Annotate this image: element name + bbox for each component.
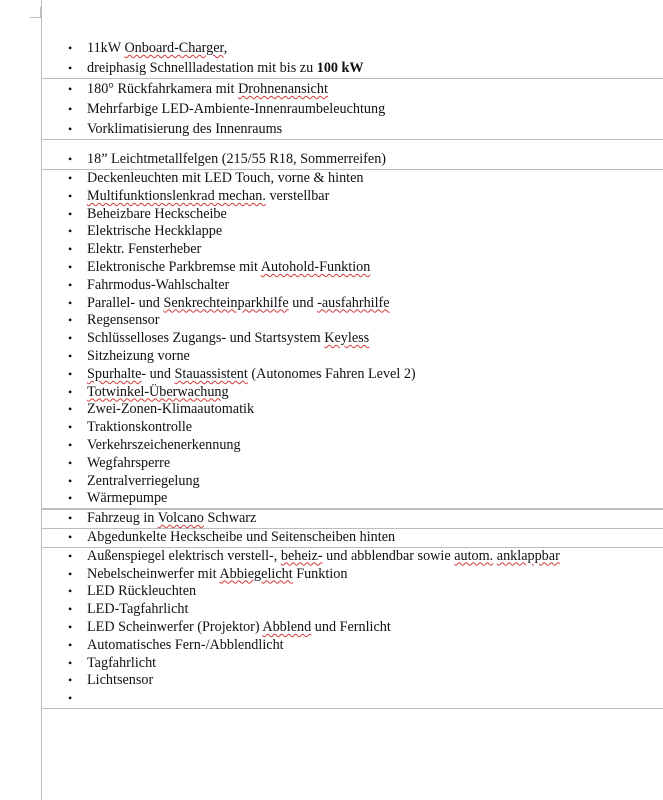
bullet-icon: • (68, 331, 73, 346)
list-item-text: Zwei-Zonen-Klimaautomatik (87, 401, 255, 418)
spellcheck-word: Abbiegelicht (219, 565, 293, 582)
list-item-text: Beheizbare Heckscheibe (87, 205, 227, 222)
list-item-text: LED Rückleuchten (87, 583, 197, 600)
list-item-text: Wärmepumpe (87, 490, 168, 507)
list-item[interactable] (41, 655, 663, 673)
list-item-text: Abgedunkelte Heckscheibe und Seitenscheiben hinten (87, 528, 396, 545)
spellcheck-word: Keyless (324, 330, 370, 347)
bullet-icon: • (68, 277, 73, 292)
bullet-icon: • (68, 41, 73, 55)
spellcheck-word: Onboard-Charger (124, 40, 224, 56)
spellcheck-word: Totwinkel-Überwachung (87, 383, 229, 400)
list-item[interactable] (41, 119, 663, 139)
list-item[interactable] (41, 437, 663, 455)
list-item[interactable] (41, 548, 663, 566)
list-item[interactable] (41, 241, 663, 259)
list-item-text: Vorklimatisierung des Innenraums (87, 121, 283, 137)
spellcheck-word: Stauassistent (174, 365, 248, 382)
list-item-text: und abblendbar sowie (322, 547, 455, 564)
list-item-text: Lichtsensor (87, 672, 154, 689)
bullet-icon: • (68, 691, 73, 706)
list-item-text: Mehrfarbige LED-Ambiente-Innenraumbeleuchtung (87, 101, 386, 117)
bullet-block (41, 509, 663, 529)
spellcheck-word: Drohnenansicht (238, 81, 328, 97)
list-item[interactable] (41, 295, 663, 313)
list-item-text: Außenspiegel elektrisch verstell-, (87, 547, 281, 564)
list-item[interactable] (41, 529, 663, 547)
list-item[interactable] (41, 366, 663, 384)
bullet-icon: • (68, 584, 73, 599)
bullet-icon: • (68, 473, 73, 488)
list-item[interactable] (41, 38, 663, 58)
list-item-text: Regensensor (87, 312, 160, 329)
bullet-icon: • (68, 455, 73, 470)
list-item-text: Schlüsselloses Zugangs- und Startsystem (87, 330, 325, 347)
list-item-text: LED Scheinwerfer (Projektor) (87, 618, 263, 635)
list-item-text: Tagfahrlicht (87, 654, 157, 671)
bullet-icon: • (68, 491, 73, 506)
bullet-icon: • (68, 566, 73, 581)
list-item-text: Sitzheizung vorne (87, 347, 190, 364)
list-item-text: Fahrmodus-Wahlschalter (87, 276, 230, 293)
list-item-text: 180° Rückfahrkamera mit (87, 81, 239, 97)
list-item[interactable] (41, 99, 663, 119)
list-item-text: 18” Leichtmetallfelgen (215/55 R18, Sommerreifen) (87, 151, 387, 167)
bullet-block (41, 38, 663, 78)
list-item-text: Fahrzeug in (87, 510, 158, 527)
bullet-icon: • (68, 242, 73, 257)
list-item[interactable] (41, 510, 663, 528)
list-item-text: LED-Tagfahrlicht (87, 601, 189, 618)
bullet-icon: • (68, 82, 73, 96)
list-item[interactable] (41, 206, 663, 224)
list-item[interactable] (41, 384, 663, 402)
list-item-text: Deckenleuchten mit LED Touch, vorne & hinten (87, 170, 364, 186)
list-item[interactable] (41, 330, 663, 348)
list-item[interactable] (41, 79, 663, 99)
bullet-icon: • (68, 102, 73, 116)
list-item-text: verstellbar (265, 187, 330, 204)
bullet-icon: • (68, 366, 73, 381)
list-item-text: Zentralverriegelung (87, 472, 200, 489)
list-item[interactable] (41, 401, 663, 419)
list-item[interactable] (41, 490, 663, 508)
spellcheck-word: -ausfahrhilfe (317, 294, 390, 311)
bullet-icon: • (68, 602, 73, 617)
bullet-icon: • (68, 224, 73, 239)
bullet-icon: • (68, 529, 73, 544)
list-item-text: Funktion (292, 565, 348, 582)
list-item-text: Traktionskontrolle (87, 419, 193, 436)
list-item[interactable] (41, 312, 663, 330)
list-item-text: Schwarz (203, 510, 257, 527)
bullet-icon: • (68, 384, 73, 399)
bullet-icon: • (68, 259, 73, 274)
spellcheck-word: Spurhalte (87, 365, 142, 382)
list-item[interactable] (41, 619, 663, 637)
spellcheck-word: autom. (454, 547, 494, 564)
paragraph-gap (41, 140, 663, 149)
bullet-block (41, 529, 663, 547)
bullet-icon: • (68, 655, 73, 670)
spellcheck-word: Multifunktionslenkrad mechan. (87, 187, 266, 204)
list-item[interactable] (41, 583, 663, 601)
list-item[interactable] (41, 277, 663, 295)
bullet-block (41, 149, 663, 169)
bullet-icon: • (68, 122, 73, 136)
list-item[interactable] (41, 601, 663, 619)
spellcheck-word: Volcano (157, 510, 204, 527)
bullet-icon: • (68, 206, 73, 221)
list-item[interactable] (41, 348, 663, 366)
bullet-icon: • (68, 437, 73, 452)
bullet-icon: • (68, 295, 73, 310)
list-item[interactable] (41, 455, 663, 473)
list-item-text: 100 kW (316, 60, 364, 76)
list-item[interactable] (41, 473, 663, 491)
bullet-icon: • (68, 548, 73, 563)
bullet-block (41, 547, 663, 709)
bullet-icon: • (68, 61, 73, 75)
bullet-icon: • (68, 420, 73, 435)
bullet-block (41, 78, 663, 140)
bullet-icon: • (68, 313, 73, 328)
bullet-icon: • (68, 637, 73, 652)
list-item[interactable] (41, 672, 663, 690)
bullet-icon: • (68, 348, 73, 363)
list-item[interactable] (41, 419, 663, 437)
list-item-text: dreiphasig Schnellladestation mit bis zu (87, 60, 317, 76)
list-item-text: Elektr. Fensterheber (87, 241, 202, 258)
list-item-text: - und (141, 365, 175, 382)
spellcheck-word: beheiz- (280, 547, 323, 564)
list-item-text: und (288, 294, 318, 311)
list-item-text: Nebelscheinwerfer mit (87, 565, 220, 582)
list-item-text: (Autonomes Fahren Level 2) (247, 365, 416, 382)
bullet-icon: • (68, 152, 73, 166)
list-item[interactable] (41, 637, 663, 655)
list-item-text: Elektronische Parkbremse mit (87, 258, 261, 275)
list-item-text: Wegfahrsperre (87, 454, 171, 471)
list-item[interactable] (41, 223, 663, 241)
list-item-text: und Fernlicht (311, 618, 391, 635)
bullet-icon: • (68, 511, 73, 526)
bullet-icon: • (68, 619, 73, 634)
spellcheck-word: Autohold-Funktion (260, 258, 371, 275)
bullet-icon: • (68, 673, 73, 688)
list-item[interactable] (41, 566, 663, 584)
list-item-text: Verkehrszeichenerkennung (87, 436, 241, 453)
document-body[interactable] (41, 38, 663, 709)
list-item-text: Elektrische Heckklappe (87, 223, 223, 240)
bullet-icon: • (68, 171, 73, 185)
list-item[interactable] (41, 149, 663, 169)
bullet-icon: • (68, 402, 73, 417)
list-item[interactable] (41, 170, 663, 188)
spellcheck-word: anklappbar (496, 547, 560, 564)
list-item[interactable] (41, 259, 663, 277)
list-item-text: , (223, 40, 228, 56)
list-item-text: Parallel- und (87, 294, 164, 311)
list-item-text: 11kW (87, 40, 125, 56)
list-item[interactable] (41, 188, 663, 206)
spellcheck-word: Senkrechteinparkhilfe (163, 294, 289, 311)
list-item-text: Automatisches Fern-/Abblendlicht (87, 636, 284, 653)
page-corner-mark (30, 7, 41, 18)
spellcheck-word: Abblend (262, 618, 312, 635)
list-item[interactable] (41, 58, 663, 78)
bullet-icon: • (68, 188, 73, 203)
bullet-block (41, 169, 663, 509)
list-item[interactable] (41, 690, 663, 708)
